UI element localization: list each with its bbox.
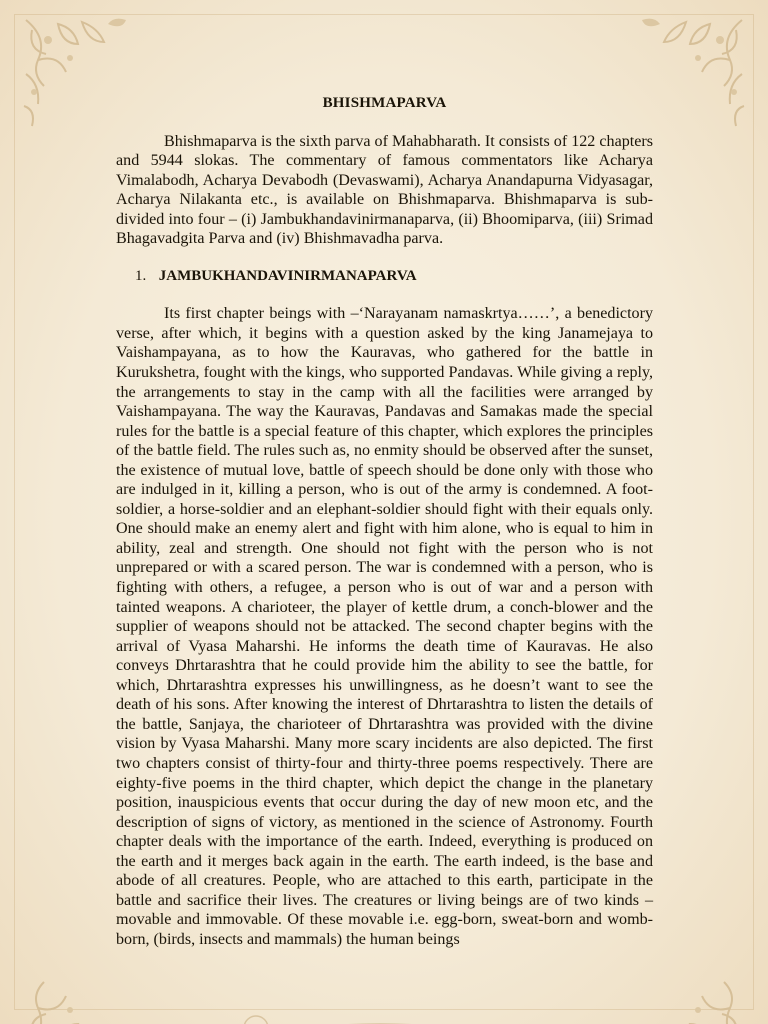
bottom-ornament-icon xyxy=(230,1010,530,1024)
page-title: BHISHMAPARVA xyxy=(322,95,447,111)
section-title: JAMBUKHANDAVINIRMANAPARVA xyxy=(158,267,417,284)
section-number: 1. xyxy=(135,267,147,284)
section-heading xyxy=(135,267,653,287)
section-body-paragraph: Its first chapter beings with –‘Narayanam namaskrtya……’, a benedictory verse, after which, it begins with a question asked by the king Janamejaya to Vaishampayana, as to how the Kauravas, who gathered for the battle in Kurukshetra, fought with the kings, who supported Pandavas. While giving a reply, the arrangements to stay in the camp with all the facilities were arranged by Vaishampayana. The way the Kauravas, Pandavas and Samakas made the special rules for the battle is a special feature of this chapter, which explores the principles of the battle field. The rules such as, no enmity should be observed after the sunset, the existence of mutual love, battle of speech should be done only with those who are indulged in it, killing a person, who is out of the army is condemned. A foot-soldier, a horse-soldier and an elephant-soldier should fight with their equals only. One should make an enemy alert and fight with him alone, who is equal to him in ability, zeal and strength. One should not fight with the person who is not unprepared or with a scared person. The war is condemned with a person, who is fighting with others, a refugee, a person who is out of war and a person with tainted weapons. A charioteer, the player of kettle drum, a conch-blower and the supplier of weapons should not be attacked. The second chapter begins with the arrival of Vyasa Maharshi. He informs the death time of Kauravas. He also conveys Dhrtarashtra that he could provide him the ability to see the battle, for which, Dhrtarashtra expresses his unwillingness, as he doesn’t want to see the death of his sons. After knowing the interest of Dhrtarashtra to listen the details of the battle, Sanjaya, the charioteer of Dhrtarashtra was provided with the divine vision by Vyasa Maharshi. Many more scary incidents are also depicted. The first two chapters consist of thirty-four and thirty-three poems respectively. There are eighty-five poems in the third chapter, which depict the change in the planetary position, inauspicious events that occur during the day of new moon etc, and the description of signs of victory, as mentioned in the science of Astronomy. Fourth chapter deals with the importance of the earth. Indeed, everything is produced on the earth and it merges back again in the earth. The earth indeed, is the base and abode of all creatures. People, who are attached to this earth, participate in the battle and sacrifice their lives. The creatures or living beings are of two kinds – movable and immovable. Of these movable i.e. egg-born, sweat-born and womb-born, (birds, insects and mammals) the human beings xyxy=(116,305,653,948)
document-body xyxy=(116,94,653,949)
intro-paragraph: Bhishmaparva is the sixth parva of Mahabharath. It consists of 122 chapters and 5944 slokas. The commentary of famous commentators like Acharya Vimalabodh, Acharya Devabodh (Devaswami), Acharya Anandapurna Vidyasagar, Acharya Nilakanta etc., is available on Bhishmaparva. Bhishmaparva is sub-divided into four – (i) Jambukhandavinirmanaparva, (ii) Bhoomiparva, (iii) Srimad Bhagavadgita Parva and (iv) Bhishmavadha parva. xyxy=(116,132,653,248)
